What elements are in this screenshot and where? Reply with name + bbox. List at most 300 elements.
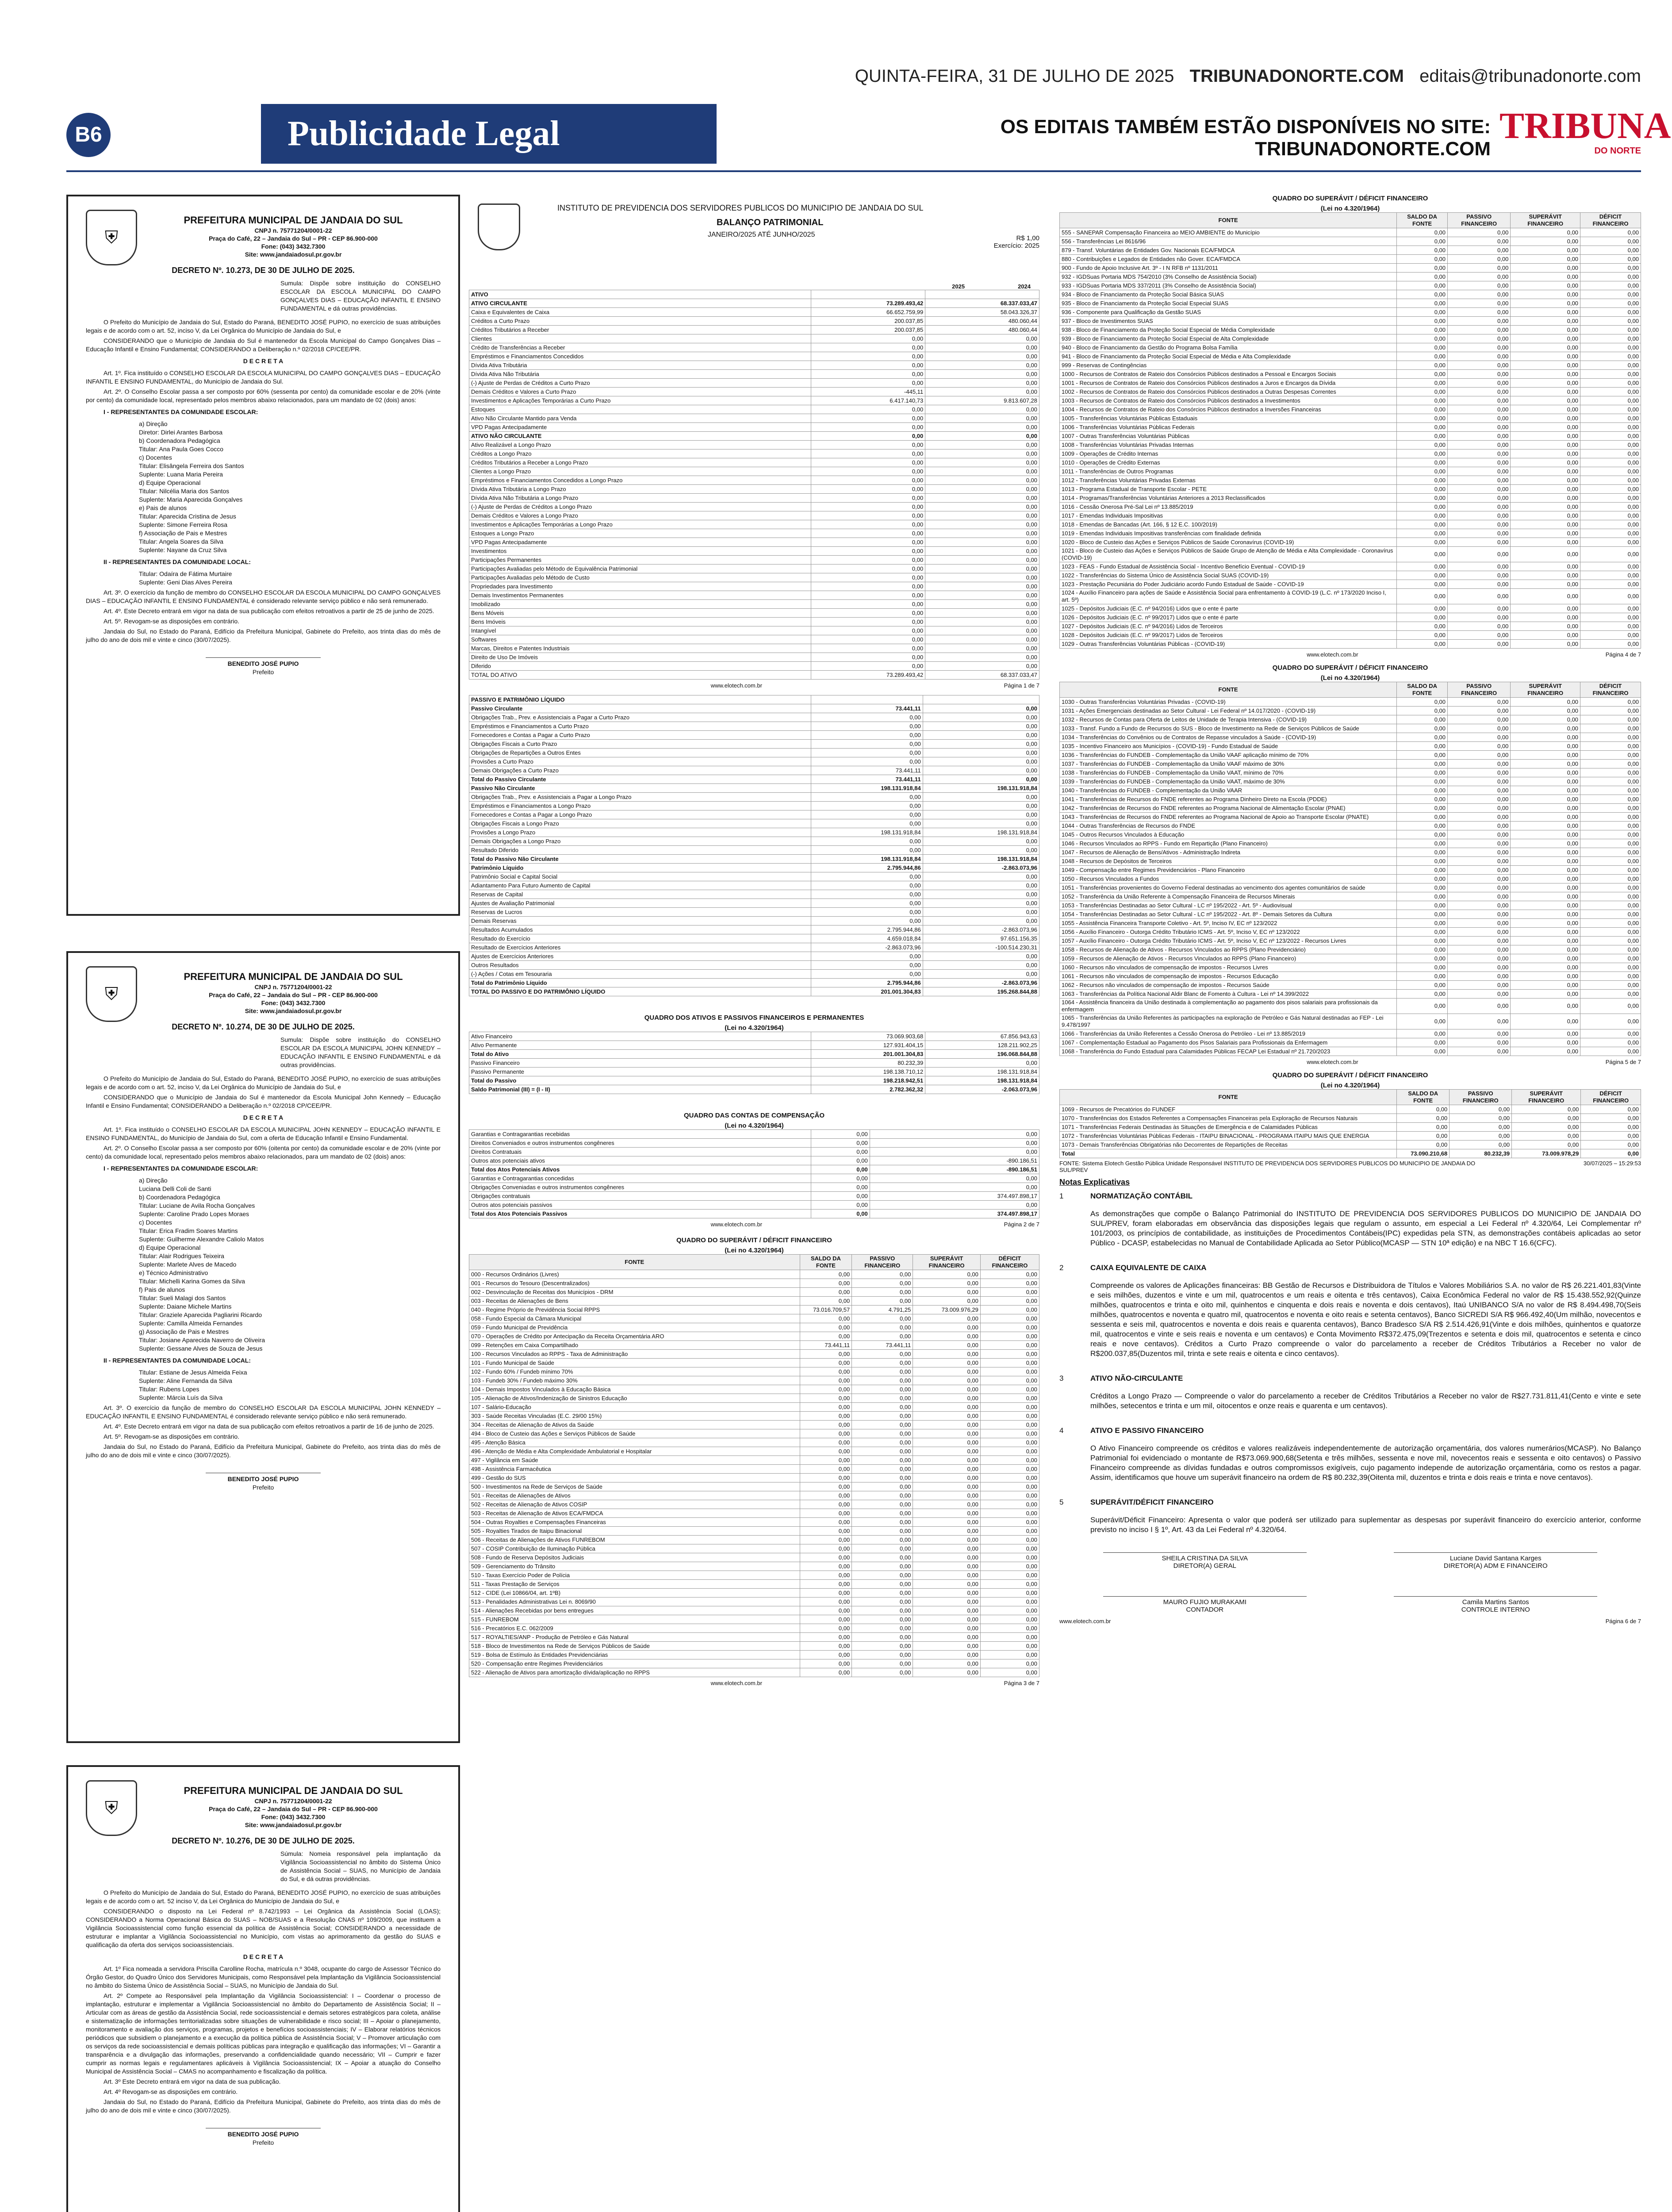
member-line: Suplente: Caroline Prado Lopes Moraes [139,1210,249,1217]
fonte-value: 0,00 [1448,273,1511,281]
fonte-value: 0,00 [1511,326,1580,334]
fonte-value: 0,00 [1580,1029,1641,1038]
fonte-value: 0,00 [1580,937,1641,945]
header-site[interactable]: Site: www.jandaiadosul.pr.gov.br [245,251,342,258]
fonte-value: 0,00 [1511,281,1580,290]
row-label: Crédito de Transferências a Receber [469,343,811,352]
fonte-value: 0,00 [1397,432,1448,441]
note-text: Superávit/Déficit Financeiro: Apresenta o valor que poderá ser utilizado para suplementar as despesas por superávit financeiro do exercício anterior, conforme previsto no inciso I § 1º, Art. 43 da Lei Federal nº 4.320/64. [1090,1516,1641,1534]
row-label: ATIVO NÃO CIRCULANTE [469,432,811,441]
site-note: OS EDITAIS TAMBÉM ESTÃO DISPONÍVEIS NO SITE: TRIBUNADONORTE.COM [1000,116,1491,160]
fonte-value: 0,00 [1448,467,1511,476]
report-title: BALANÇO PATRIMONIAL [717,218,824,227]
fonte-value: 0,00 [1580,768,1641,777]
row-value: 0,00 [923,890,1039,899]
fonte-value: 0,00 [980,1615,1039,1624]
fonte-value: 0,00 [1511,388,1580,396]
table-row [1060,547,1641,562]
fonte-value: 0,00 [1512,1132,1581,1141]
table-row [469,1183,1039,1192]
fonte-value: 0,00 [1512,1123,1581,1132]
table-row [469,1633,1039,1642]
fonte-value: 0,00 [852,1553,913,1562]
member-line: f) Pais de alunos [139,1286,185,1293]
table-row [1060,1123,1641,1132]
fonte-value: 0,00 [1580,919,1641,928]
fonte-value: 0,00 [1397,875,1448,883]
fonte-label: 514 - Alienações Recebidas por bens entregues [469,1606,800,1615]
table-row [1060,733,1641,742]
fonte-value: 0,00 [1580,954,1641,963]
table-row [1060,972,1641,981]
table-row [1060,432,1641,441]
member-line: Luciana Delli Coli de Santi [139,1185,211,1192]
fonte-value: 0,00 [1448,580,1511,589]
fonte-value: 0,00 [800,1438,852,1447]
row-label: Demais Obrigações a Curto Prazo [469,766,811,775]
signature-name: SHEILA CRISTINA DA SILVA [1162,1555,1248,1562]
fonte-value: 0,00 [1397,1132,1450,1141]
table-row [469,432,1039,441]
section-heading: I - REPRESENTANTES DA COMUNIDADE ESCOLAR: [104,1165,258,1172]
fonte-value: 0,00 [852,1606,913,1615]
row-label: Investimentos e Aplicações Temporárias a Curto Prazo [469,396,811,405]
table-header-row [1060,1090,1641,1105]
table-row [1060,458,1641,467]
table-row [1060,998,1641,1014]
fonte-label: 519 - Bolsa de Estímulo às Entidades Previdenciárias [469,1651,800,1659]
table-row [1060,777,1641,786]
fonte-value: 0,00 [800,1589,852,1598]
table-row [469,793,1039,802]
fonte-value: 0,00 [1448,857,1511,866]
fonte-value: 0,00 [1511,317,1580,326]
fonte-value: 0,00 [1580,1014,1641,1029]
fonte-label: 1023 - FEAS - Fundo Estadual de Assistência Social - Incentivo Benefício Eventual - COVID-19 [1060,562,1397,571]
fonte-value: 0,00 [800,1606,852,1615]
table-row [469,695,1039,704]
row-value: 0,00 [811,476,925,485]
header-fone: Fone: (043) 3432.7300 [261,243,326,250]
column-header: SALDO DA FONTE [1397,682,1448,698]
footer-page: Página 4 de 7 [1605,651,1641,658]
table-row [469,855,1039,864]
fonte-value: 0,00 [1450,1123,1512,1132]
fonte-value: 0,00 [800,1482,852,1491]
fonte-value: 0,00 [1448,622,1511,631]
balance-table [469,290,1039,680]
table-row [1060,388,1641,396]
fonte-value: 0,00 [913,1429,981,1438]
fonte-value: 0,00 [1511,405,1580,414]
table-row [1060,503,1641,511]
fonte-value: 0,00 [1448,334,1511,343]
fonte-value: 0,00 [852,1385,913,1394]
footer-site[interactable]: www.elotech.com.br [710,1680,763,1686]
row-value: 0,00 [811,819,923,828]
row-value: 0,00 [811,1165,870,1174]
fonte-value: 0,00 [1580,822,1641,830]
table-row [1060,839,1641,848]
table-row [469,671,1039,680]
row-value: 0,00 [923,722,1039,731]
signature-role: CONTADOR [1186,1606,1224,1613]
table-row [1060,954,1641,963]
fonte-value: 0,00 [980,1509,1039,1518]
row-value: 0,00 [811,565,925,573]
decree-header [146,1780,441,1829]
fonte-value: 0,00 [1580,742,1641,751]
fonte-value: 0,00 [1397,1141,1450,1149]
row-value: 127.931.404,15 [811,1041,925,1050]
signature-role: DIRETOR(A) ADM E FINANCEIRO [1443,1562,1548,1570]
fonte-value: 0,00 [1397,343,1448,352]
row-value: 73.441,11 [811,775,923,784]
row-value: 0,00 [811,846,923,855]
row-value: 0,00 [811,609,925,618]
fonte-label: 511 - Taxas Prestação de Serviços [469,1580,800,1589]
row-value: 0,00 [925,352,1039,361]
fonte-label: 510 - Taxas Exercício Poder de Polícia [469,1571,800,1580]
table-row [1060,290,1641,299]
signer-name: BENEDITO JOSÉ PUPIO [227,1475,299,1482]
table-row [1060,494,1641,503]
row-label: Reservas de Lucros [469,908,811,917]
row-label: Resultado Diferido [469,846,811,855]
fonte-value: 0,00 [1448,476,1511,485]
fonte-label: 1071 - Transferências Federais Destinadas às Situações de Emergência e de Calamidades Públicas [1060,1123,1397,1132]
member-line: Suplente: Aline Fernanda da Silva [139,1377,232,1384]
fonte-value: 0,00 [852,1482,913,1491]
fonte-value: 0,00 [1511,928,1580,937]
page-footer [469,682,1039,689]
header-site[interactable]: Site: www.jandaiadosul.pr.gov.br [245,1821,342,1828]
member-line: Titular: Odaíra de Fátima Murtaire [139,570,232,577]
row-value: 0,00 [925,379,1039,388]
fonte-value: 0,00 [1448,981,1511,990]
footer-site[interactable]: www.elotech.com.br [1059,1618,1111,1624]
fonte-value: 0,00 [1580,945,1641,954]
table-row [1060,299,1641,308]
member-line: b) Coordenadora Pedagógica [139,1194,220,1201]
table-row [1060,804,1641,813]
fonte-value: 0,00 [1511,786,1580,795]
fonte-value: 0,00 [980,1412,1039,1421]
fonte-label: 502 - Receitas de Alienação de Ativos COSIP [469,1500,800,1509]
row-value: 0,00 [925,361,1039,370]
fonte-value: 0,00 [1448,715,1511,724]
newspaper-logo-sub: DO NORTE [1594,146,1641,156]
table-row [1060,281,1641,290]
fonte-label: 939 - Bloco de Financiamento da Proteção Social Especial de Alta Complexidade [1060,334,1397,343]
fonte-label: 495 - Atenção Básica [469,1438,800,1447]
fonte-value: 0,00 [1580,981,1641,990]
row-value: 73.441,11 [811,766,923,775]
fonte-value: 0,00 [913,1412,981,1421]
row-label: Reservas de Capital [469,890,811,899]
member-line: Titular: Ana Paula Goes Cocco [139,445,223,453]
column-header: PASSIVO FINANCEIRO [1448,213,1511,228]
table-row [469,1491,1039,1500]
fonte-value: 0,00 [1580,622,1641,631]
row-value: 0,00 [811,1210,870,1218]
fonte-value: 0,00 [852,1491,913,1500]
fonte-value: 0,00 [852,1359,913,1367]
row-label: Passivo Não Circulante [469,784,811,793]
fonte-value: 0,00 [1580,998,1641,1014]
row-label: Fornecedores e Contas a Pagar a Longo Prazo [469,810,811,819]
fonte-value: 0,00 [913,1500,981,1509]
row-value: 0,00 [923,713,1039,722]
row-value: 0,00 [811,494,925,503]
table-row [469,370,1039,379]
header-addr: Praça do Café, 22 – Jandaia do Sul – PR - CEP 86.900-000 [209,235,378,242]
footer-site[interactable]: www.elotech.com.br [710,1221,763,1228]
fonte-value: 0,00 [1448,768,1511,777]
fonte-label: 501 - Receitas de Alienações de Ativos [469,1491,800,1500]
row-value: 0,00 [811,432,925,441]
table-row [469,908,1039,917]
fonte-label: 1036 - Transferências do FUNDEB - Complementação da União VAAF aplicação mínimo de 70% [1060,751,1397,760]
fonte-value: 0,00 [1397,786,1448,795]
table-row [1060,707,1641,715]
fonte-value: 0,00 [1511,901,1580,910]
fonte-value: 0,00 [1511,707,1580,715]
table-row [469,1509,1039,1518]
fonte-value: 0,00 [1511,379,1580,388]
table-row [469,476,1039,485]
fonte-value: 0,00 [980,1421,1039,1429]
fonte-value: 0,00 [1397,822,1448,830]
fonte-label: 556 - Transferências Lei 8616/96 [1060,237,1397,246]
row-value: 0,00 [923,881,1039,890]
table-row [469,1068,1039,1076]
table-row [469,979,1039,987]
fonte-value: 0,00 [1511,529,1580,538]
fonte-value: 0,00 [800,1668,852,1677]
fonte-value: 0,00 [1580,830,1641,839]
fonte-value: 0,00 [980,1350,1039,1359]
row-label: Patrimônio Líquido [469,864,811,872]
row-value: 68.337.033,47 [925,299,1039,308]
table-row [469,713,1039,722]
fonte-value: 0,00 [1511,520,1580,529]
header-site[interactable]: Site: www.jandaiadosul.pr.gov.br [245,1007,342,1014]
signature-block [1059,1552,1350,1570]
municipal-crest-icon: ⛨ [86,966,137,1022]
fonte-value: 0,00 [852,1429,913,1438]
row-value: 0,00 [811,1192,870,1201]
column-header: SUPERÁVIT FINANCEIRO [1511,682,1580,698]
fonte-value: 0,00 [1448,919,1511,928]
row-value: 200.037,85 [811,317,925,326]
fonte-value: 0,00 [1511,733,1580,742]
column-header: DÉFICIT FINANCEIRO [1580,682,1641,698]
fonte-value: 0,00 [913,1314,981,1323]
fonte-value: 0,00 [1511,449,1580,458]
table-row [469,704,1039,713]
fonte-label: 936 - Componente para Qualificação da Gestão SUAS [1060,308,1397,317]
fonte-value: 0,00 [1397,1047,1448,1056]
table-row [1060,963,1641,972]
fonte-value: 0,00 [1397,334,1448,343]
fonte-value: 0,00 [852,1474,913,1482]
fonte-value: 0,00 [1512,1105,1581,1114]
row-label: Total do Passivo Não Circulante [469,855,811,864]
fonte-value: 0,00 [980,1527,1039,1536]
fonte-value: 0,00 [913,1297,981,1306]
row-label: Total dos Atos Potenciais Ativos [469,1165,811,1174]
row-value: 0,00 [925,644,1039,653]
fonte-value: 0,00 [980,1270,1039,1279]
fonte-value: 0,00 [852,1668,913,1677]
column-header: SUPERÁVIT FINANCEIRO [1512,1090,1581,1105]
fonte-label: 1055 - Assistência Financeira Transporte Coletivo - Art. 5º, Inciso IV, EC nº 123/2022 [1060,919,1397,928]
table-title: QUADRO DO SUPERÁVIT / DÉFICIT FINANCEIRO [1272,1071,1428,1079]
fonte-value: 0,00 [1511,299,1580,308]
fonte-value: 0,00 [980,1297,1039,1306]
fonte-label: 1066 - Transferências da União Referentes a Cessão Onerosa do Petróleo - Lei nº 13.885/2019 [1060,1029,1397,1038]
fonte-value: 0,00 [1448,839,1511,848]
fonte-value: 0,00 [913,1642,981,1651]
fonte-value: 0,00 [980,1438,1039,1447]
decree-box [66,195,460,916]
fonte-value: 0,00 [1511,990,1580,998]
row-value [811,695,923,704]
note-heading: CAIXA EQUIVALENTE DE CAIXA [1090,1263,1207,1272]
column-header: PASSIVO FINANCEIRO [1448,682,1511,698]
page-footer [1059,1059,1641,1065]
row-value: -2.863.073,96 [811,943,923,952]
header-cnpj: CNPJ n. 75771204/0001-22 [254,1797,332,1805]
fonte-value: 0,00 [1448,892,1511,901]
fonte-value: 0,00 [1448,604,1511,613]
table-row [469,757,1039,766]
row-label: Resultado do Exercício [469,934,811,943]
note-text: Créditos a Longo Prazo — Compreende o valor do parcelamento a receber de Créditos Tributários a Receber no valor de R$27.731.811,41(Cento e vinte e sete milhões, setecentos e trinta e um mil, oitocentos e onze reais e quarenta e um centavos). [1090,1392,1641,1410]
email-link[interactable]: editais@tribunadonorte.com [1419,66,1641,86]
fonte-label: 1040 - Transferências do FUNDEB - Complementação da União VAAR [1060,786,1397,795]
fonte-value: 0,00 [1511,308,1580,317]
fonte-value: 0,00 [852,1412,913,1421]
fonte-value: 0,00 [1448,883,1511,892]
site-link[interactable]: TRIBUNADONORTE.COM [1189,66,1404,86]
row-value: 0,00 [811,635,925,644]
row-value [925,290,1039,299]
row-label: Créditos Tributários a Receber a Longo Prazo [469,458,811,467]
fonte-value: 0,00 [800,1385,852,1394]
fonte-value: 0,00 [980,1447,1039,1456]
fonte-value: 0,00 [913,1394,981,1403]
fonte-value: 0,00 [1448,910,1511,919]
fonte-value: 0,00 [800,1527,852,1536]
fonte-value: 0,00 [1450,1132,1512,1141]
fonte-value: 0,00 [913,1359,981,1367]
row-value: 198.131.918,84 [923,828,1039,837]
row-value: 80.232,39 [811,1059,925,1068]
table-row [469,308,1039,317]
fonte-value: 0,00 [800,1403,852,1412]
row-label: Obrigações de Repartições a Outros Entes [469,749,811,757]
fonte-value: 0,00 [980,1394,1039,1403]
decree-article: Art. 3º. O exercício da função de membro do CONSELHO ESCOLAR DA ESCOLA MUNICIPAL DO CAMPO GONÇALVES DIAS – EDUCAÇÃO INFANTIL E ENSINO FUNDAMENTAL é considerado relevante serviço público e não será remunerado. [86,589,441,604]
fonte-value: 0,00 [1397,441,1448,449]
table-row [469,1174,1039,1183]
footer-site[interactable]: www.elotech.com.br [710,682,763,689]
table-row [469,881,1039,890]
fonte-value: 0,00 [1397,857,1448,866]
total-cell: 80.232,39 [1450,1149,1512,1158]
fonte-value: 0,00 [1511,972,1580,981]
fonte-value: 0,00 [1450,1141,1512,1149]
row-label: Obrigações Trab., Prev. e Assistenciais a Pagar a Longo Prazo [469,793,811,802]
footer-site[interactable]: www.elotech.com.br [1307,651,1358,658]
row-value: 4.659.018,84 [811,934,923,943]
fonte-value: 0,00 [913,1421,981,1429]
table-row [1060,1132,1641,1141]
row-value: 0,00 [811,722,923,731]
row-label: Direitos Conveniados e outros instrumentos congêneres [469,1139,811,1148]
table-row [1060,1047,1641,1056]
row-value: 2.782.362,32 [811,1085,925,1094]
row-value: 0,00 [923,810,1039,819]
table-row [469,423,1039,432]
table-row [469,749,1039,757]
table-row [469,1165,1039,1174]
fonte-value: 0,00 [1580,405,1641,414]
row-label: Clientes a Longo Prazo [469,467,811,476]
fonte-value: 0,00 [1397,724,1448,733]
member-line: c) Docentes [139,454,172,461]
year-2025: 2025 [952,283,965,290]
masthead-rule [66,170,1641,172]
fonte-value: 73.016.709,57 [800,1306,852,1314]
fonte-value: 0,00 [1511,494,1580,503]
table-row [469,766,1039,775]
fonte-value: 0,00 [980,1332,1039,1341]
fonte-value: 0,00 [1580,562,1641,571]
table-row [469,1651,1039,1659]
table-row [1060,485,1641,494]
fonte-value: 0,00 [1448,255,1511,264]
fonte-value: 0,00 [1397,631,1448,640]
row-value: 0,00 [923,704,1039,713]
fonte-value: 0,00 [1511,813,1580,822]
fonte-value: 0,00 [1397,698,1448,707]
fonte-value: 0,00 [1580,715,1641,724]
note-heading: ATIVO E PASSIVO FINANCEIRO [1090,1426,1204,1435]
fonte-value: 0,00 [1511,724,1580,733]
timestamp: 30/07/2025 – 15:29:53 [1583,1160,1641,1167]
fonte-label: 000 - Recursos Ordinários (Livres) [469,1270,800,1279]
fonte-value: 0,00 [1580,343,1641,352]
fonte-value: 0,00 [1511,290,1580,299]
footer-page: Página 5 de 7 [1605,1059,1641,1065]
footer-site[interactable]: www.elotech.com.br [1307,1059,1358,1065]
fonte-value: 0,00 [1448,317,1511,326]
fonte-value: 0,00 [913,1465,981,1474]
table-row [469,343,1039,352]
fonte-value: 0,00 [1511,640,1580,649]
table-row [469,1059,1039,1068]
row-value: 0,00 [811,1201,870,1210]
table-title: (Lei no 4.320/1964) [725,1024,784,1032]
row-value: 0,00 [923,766,1039,775]
fonte-value: 0,00 [1397,308,1448,317]
member-line: Suplente: Gessane Alves de Souza de Jesus [139,1345,263,1352]
fonte-value: 0,00 [1448,449,1511,458]
fonte-value: 0,00 [1580,795,1641,804]
